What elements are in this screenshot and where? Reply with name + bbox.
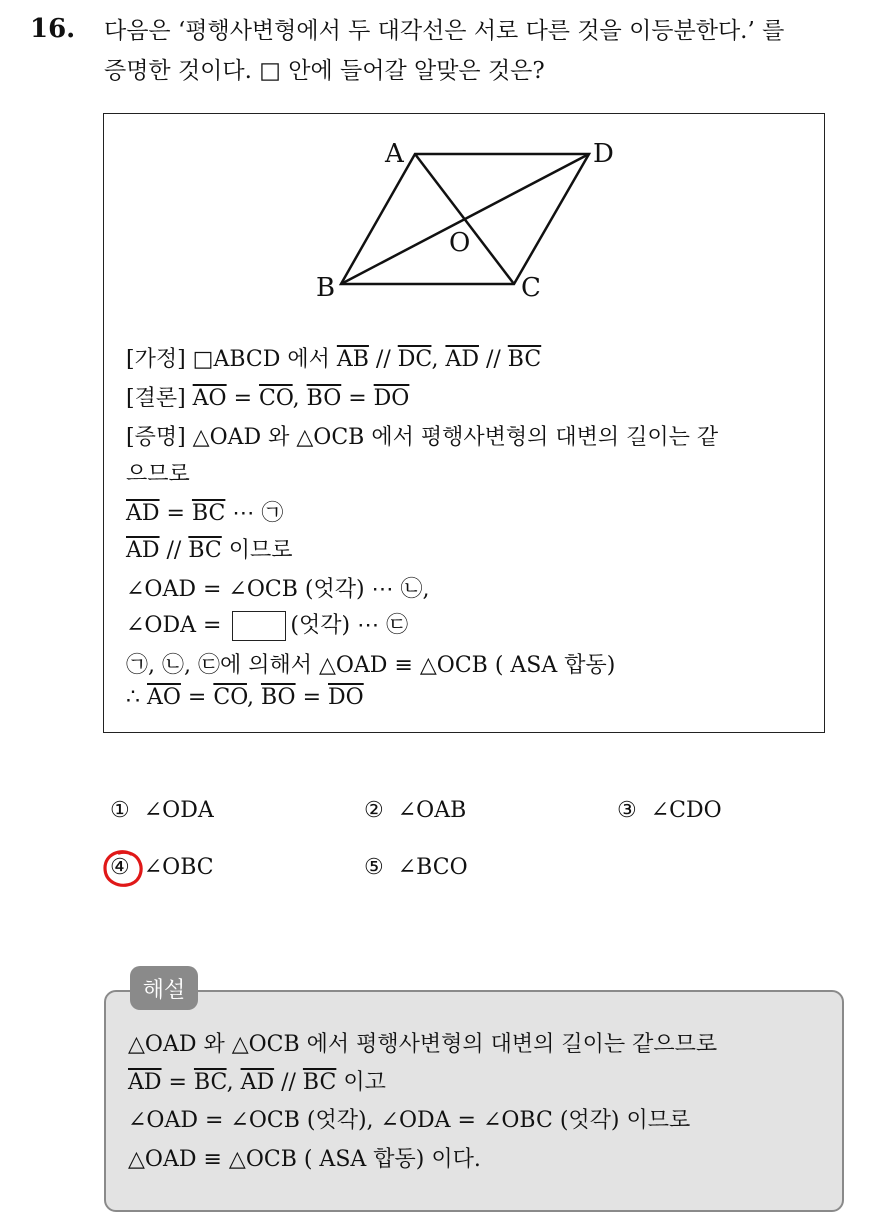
choice-2[interactable]: ② ∠OAB — [364, 798, 467, 823]
choice-5[interactable]: ⑤ ∠BCO — [364, 855, 468, 880]
solution-line2: $\overline{AD} = \overline{BC}$, $\overline{AD} // \overline{BC}$ 이고 — [128, 1070, 386, 1095]
label-c: C — [521, 273, 541, 303]
label-d: D — [593, 139, 614, 169]
choice-4[interactable]: ④ ∠OBC — [110, 855, 214, 880]
proof-conclusion: [결론] $\overline{AO} = \overline{CO}$, $\overline{BO} = \overline{DO}$ — [126, 386, 410, 411]
label-a: A — [385, 139, 404, 169]
choice-3[interactable]: ③ ∠CDO — [617, 798, 722, 823]
choice-1[interactable]: ① ∠ODA — [110, 798, 214, 823]
proof-line3: [증명] △OAD 와 △OCB 에서 평행사변형의 대변의 길이는 같 — [126, 425, 719, 450]
question-text-line1: 다음은 ‘평행사변형에서 두 대각선은 서로 다른 것을 이등분한다.’ 를 — [104, 18, 785, 44]
proof-line9: ㉠, ㉡, ㉢에 의해서 △OAD ≡ △OCB ( ASA 합동) — [126, 653, 616, 678]
solution-line3: ∠OAD = ∠OCB (엇각), ∠ODA = ∠OBC (엇각) 이므로 — [128, 1108, 691, 1133]
solution-line1: △OAD 와 △OCB 에서 평행사변형의 대변의 길이는 같으므로 — [128, 1032, 718, 1057]
answer-circle-mark — [101, 848, 145, 890]
question-number: 16. — [30, 14, 76, 44]
proof-hypothesis: [가정] □ABCD 에서 $\overline{AB} // \overline{DC}$, $\overline{AD} // \overline{BC}$ — [126, 347, 542, 372]
proof-box — [103, 113, 825, 733]
proof-line8: ∠ODA = (엇각) ⋯ ㉢ — [126, 608, 408, 641]
proof-line6: $\overline{AD} // \overline{BC}$ 이므로 — [126, 538, 293, 563]
solution-line4: △OAD ≡ △OCB ( ASA 합동) 이다. — [128, 1147, 481, 1172]
label-b: B — [316, 273, 336, 303]
proof-line10: ∴ $\overline{AO} = \overline{CO}$, $\overline{BO} = \overline{DO}$ — [126, 685, 364, 710]
answer-blank — [232, 611, 286, 641]
solution-tag: 해설 — [130, 966, 198, 1010]
proof-line5: $\overline{AD} = \overline{BC}$ ⋯ ㉠ — [126, 501, 284, 526]
question-text-line2: 증명한 것이다. □ 안에 들어갈 알맞은 것은? — [104, 58, 545, 84]
proof-line7: ∠OAD = ∠OCB (엇각) ⋯ ㉡, — [126, 577, 430, 602]
label-o: O — [449, 228, 471, 258]
parallelogram-figure — [104, 114, 826, 314]
proof-line4: 으므로 — [126, 462, 190, 487]
solution-box — [104, 990, 844, 1212]
